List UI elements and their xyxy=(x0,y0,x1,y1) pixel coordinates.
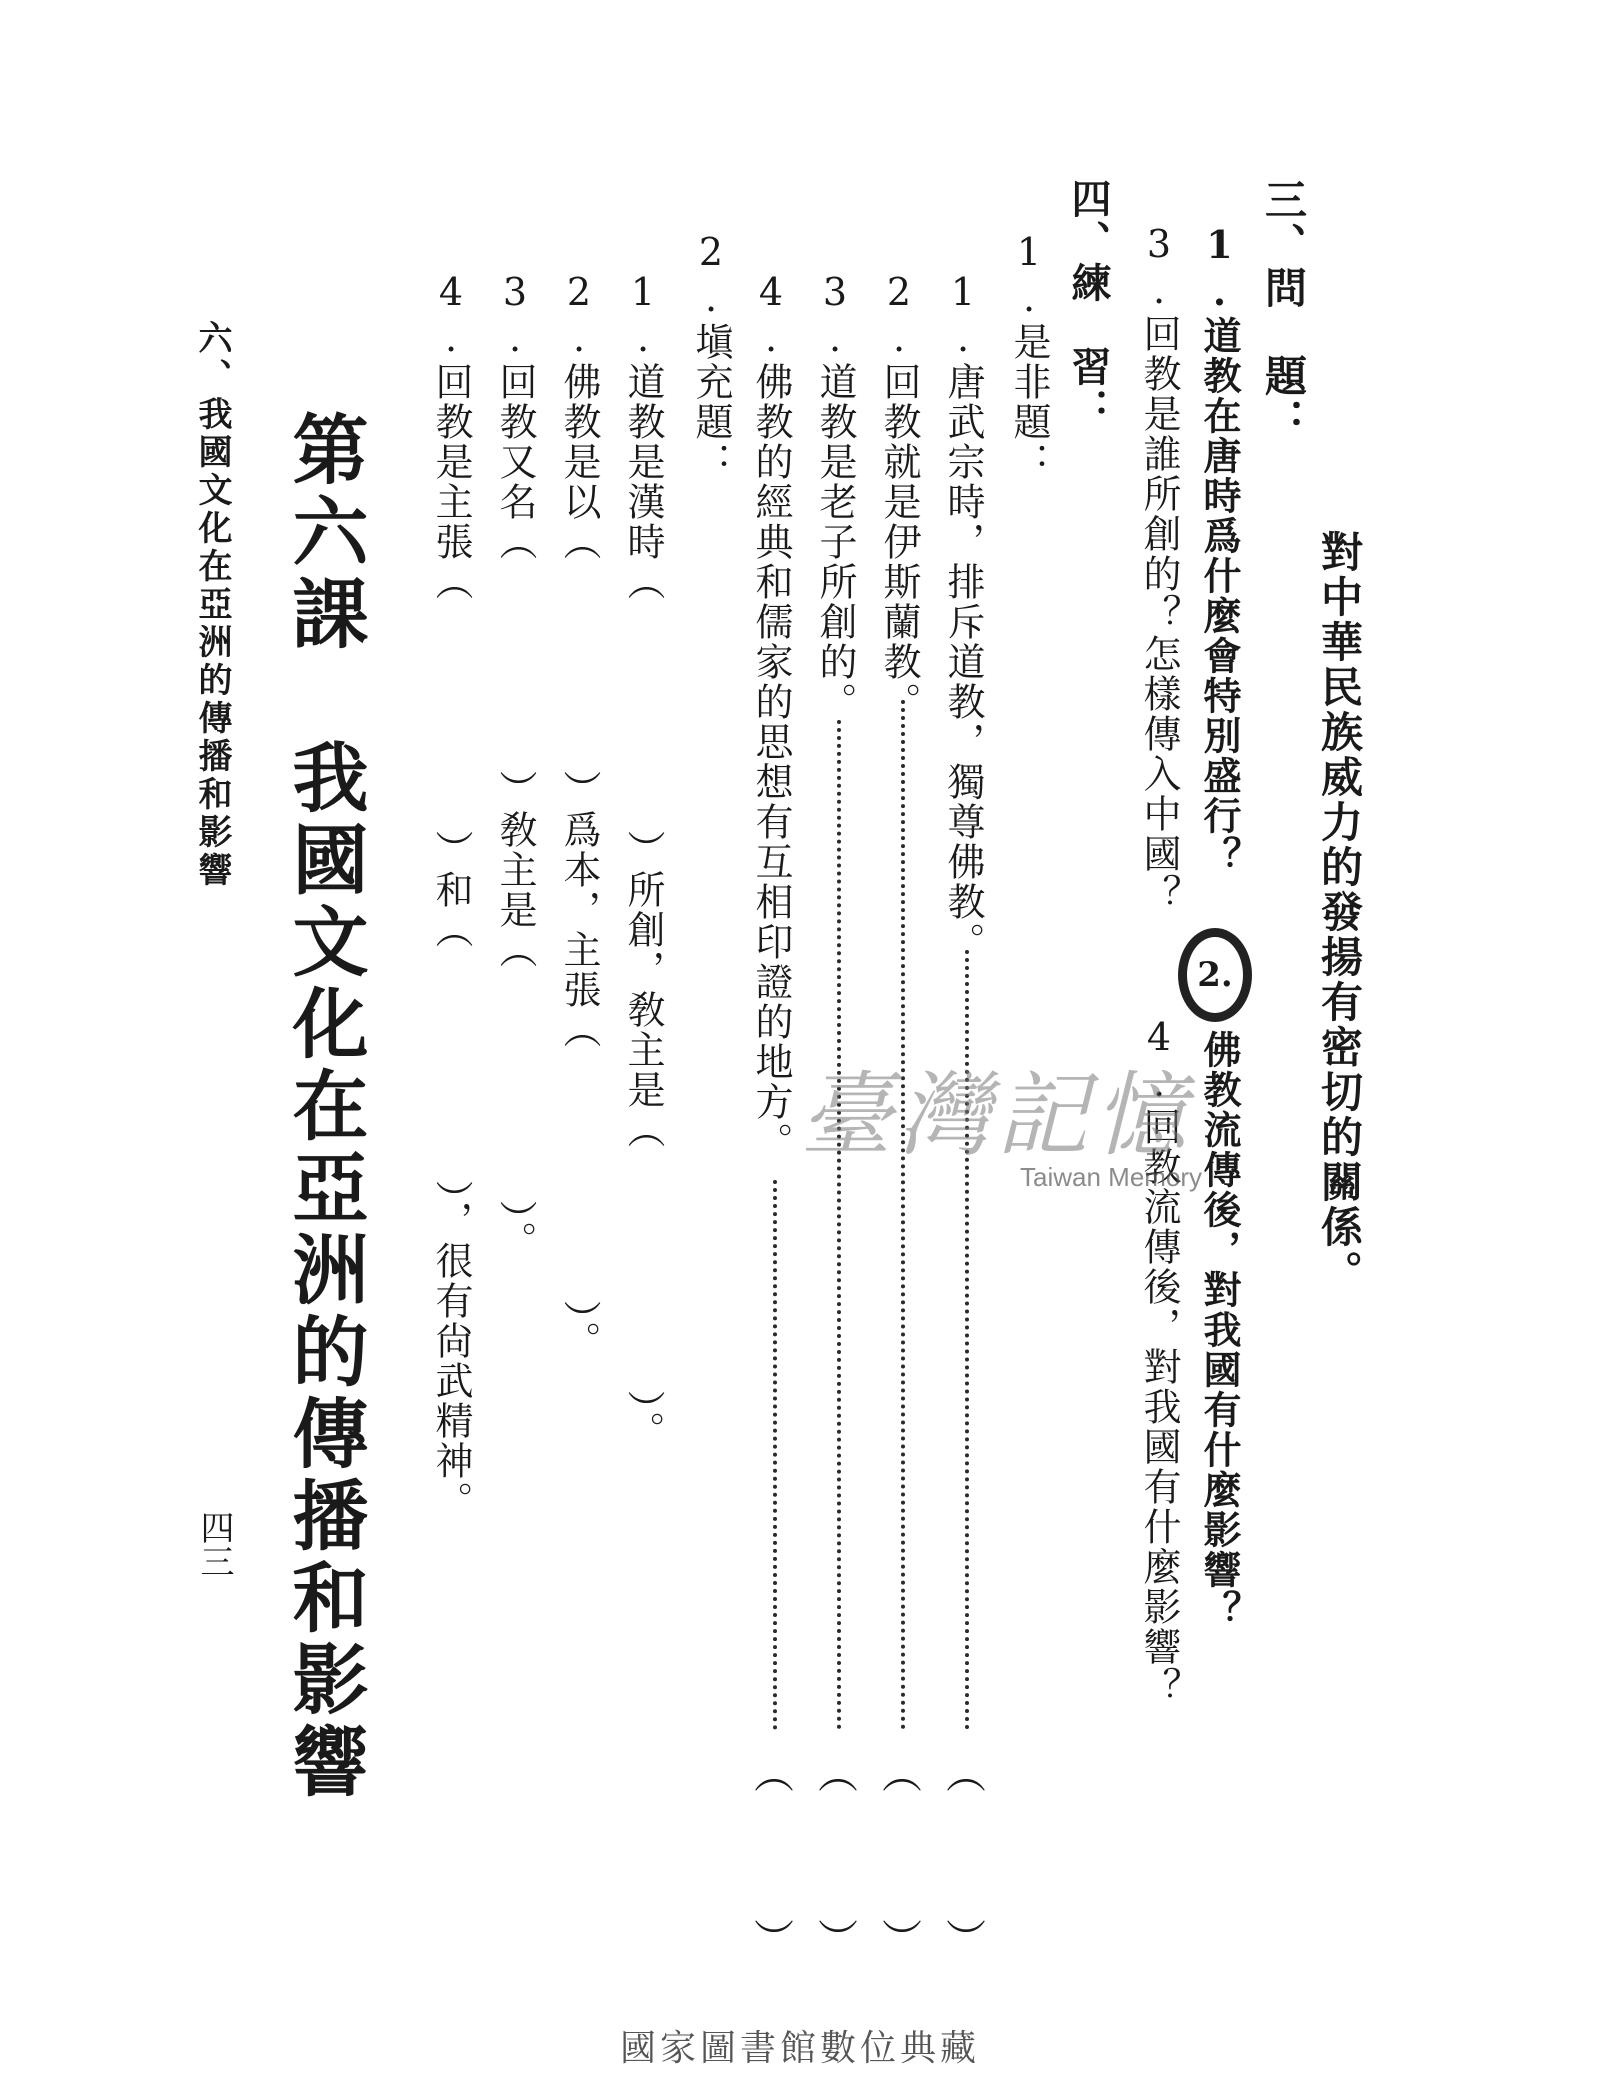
fill-item-4-part-a: 4.回教是主張（ xyxy=(429,270,473,602)
answer-parenthesis-close: ︶ xyxy=(882,1917,922,1963)
answer-parenthesis-open[interactable]: ︵ xyxy=(818,1752,858,1798)
fill-item-1-part-c: ）。 xyxy=(621,1390,665,1451)
watermark xyxy=(800,1062,1220,1192)
tf-item-1: 1.唐武宗時，排斥道教，獨尊佛教。 xyxy=(941,270,985,962)
fill-item-1-part-a: 1.道教是漢時（ xyxy=(621,270,665,602)
question-2-text: 佛教流傳後，對我國有什麼影響？ xyxy=(1197,1030,1242,1630)
leader-dots xyxy=(773,1180,777,1730)
tf-item-4: 4.佛教的經典和儒家的思想有互相印證的地方。 xyxy=(749,270,793,1162)
fill-item-2-part-c: ）。 xyxy=(557,1300,601,1361)
tf-item-3: 3.道教是老子所創的。 xyxy=(813,270,857,722)
fill-item-2-part-b: ）爲本，主張（ xyxy=(557,770,601,1050)
question-3: 3.回教是誰所創的？怎樣傳入中國？ xyxy=(1137,222,1181,914)
leader-dots xyxy=(837,720,841,1730)
question-4: 4.回教流傳後，對我國有什麼影響？ xyxy=(1137,1015,1181,1707)
leader-dots xyxy=(901,700,905,1730)
header-title: 對中華民族威力的發揚有密切的關係。 xyxy=(1315,530,1364,1295)
circled-mark xyxy=(1178,928,1252,1022)
fill-item-3-part-b: ）敎主是（ xyxy=(493,770,537,970)
fill-item-4-part-b: ）和（ xyxy=(429,830,473,950)
fill-item-3-part-a: 3.回教又名（ xyxy=(493,270,537,562)
page-number: 四三 xyxy=(194,1510,234,1578)
question-1: 1.道教在唐時爲什麼會特別盛行？ xyxy=(1197,222,1242,876)
tf-item-2: 2.回教就是伊斯蘭教。 xyxy=(877,270,921,722)
watermark-chinese: 臺灣記憶 xyxy=(800,1062,1193,1169)
fill-item-3-part-c: ）。 xyxy=(493,1200,537,1261)
fill-in-heading: 2.塡充題： xyxy=(689,230,733,482)
true-false-heading: 1.是非題： xyxy=(1007,230,1051,482)
lesson-title: 第六課 我國文化在亞洲的傳播和影響 xyxy=(280,410,369,1804)
answer-parenthesis-close: ︶ xyxy=(754,1917,794,1963)
answer-parenthesis-open[interactable]: ︵ xyxy=(946,1752,986,1798)
footer-credit: 國家圖書館數位典藏 xyxy=(619,2028,980,2069)
section4-heading: 四、練 習： xyxy=(1065,178,1112,430)
running-head: 六、我國文化在亞洲的傳播和影響 xyxy=(192,320,232,890)
fill-item-4-part-c: ），很有尙武精神。 xyxy=(429,1180,473,1521)
answer-parenthesis-open[interactable]: ︵ xyxy=(754,1752,794,1798)
answer-parenthesis-close: ︶ xyxy=(818,1917,858,1963)
fill-item-2-part-a: 2.佛教是以（ xyxy=(557,270,601,562)
answer-parenthesis-close: ︶ xyxy=(946,1917,986,1963)
answer-parenthesis-open[interactable]: ︵ xyxy=(882,1752,922,1798)
section3-heading: 三、問 題： xyxy=(1259,178,1308,442)
fill-item-1-part-b: ）所創，敎主是（ xyxy=(621,830,665,1150)
question-2-number: 2. xyxy=(1197,955,1233,995)
watermark-english: Taiwan Memory xyxy=(1020,1162,1203,1192)
